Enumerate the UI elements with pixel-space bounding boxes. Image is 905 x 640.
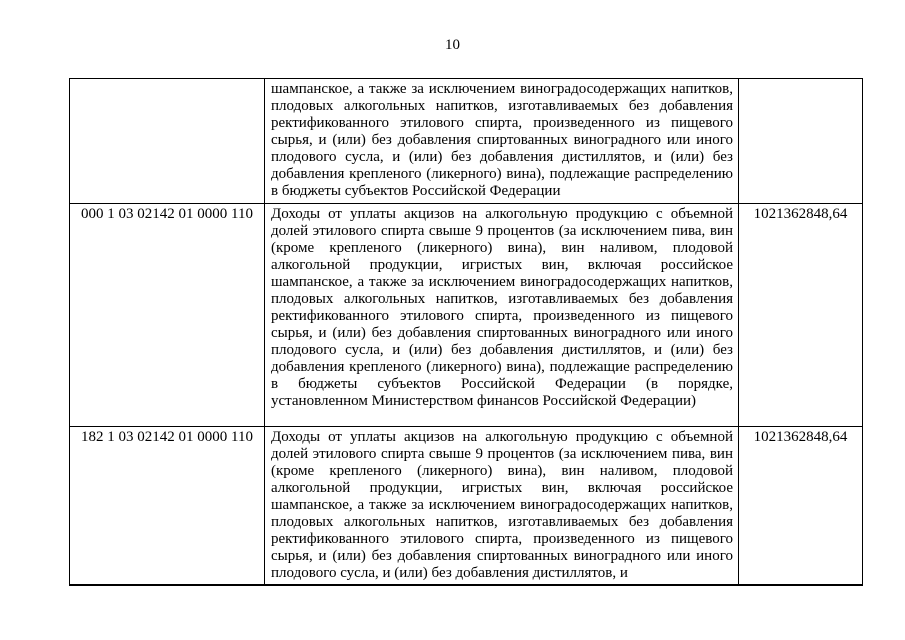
table-row-3-code-cell: 182 1 03 02142 01 0000 110 [70, 427, 265, 584]
table-row-3-description-cell: Доходы от уплаты акцизов на алкогольную продукцию с объемной долей этилового спирта свыше 9 процентов (за исключением пива, вин (кроме крепленого (ликерного) вина), вин наливом, плодовой алкогольной продукции, игристых вин, включая российское шампанское, а также за исключением виноградосодержащих напитков, плодовых алкогольных напитков, изготавливаемых без добавления ректификованного этилового спирта, произведенного из пищевого сырья, и (или) без добавления спиртованных виноградного или иного плодового сусла, и (или) без добавления дистиллятов, и [265, 427, 739, 584]
table-row-1-description-cell: шампанское, а также за исключением виноградосодержащих напитков, плодовых алкогольных напитков, изготавливаемых без добавления ректификованного этилового спирта, произведенного из пищевого сырья, и (или) без добавления спиртованных виноградного или иного плодового сусла, и (или) без добавления дистиллятов, и (или) без добавления крепленого (ликерного) вина), подлежащие распределению в бюджеты субъектов Российской Федерации [265, 79, 739, 204]
table-row-2-description-cell: Доходы от уплаты акцизов на алкогольную продукцию с объемной долей этилового спирта свыше 9 процентов (за исключением пива, вин (кроме крепленого (ликерного) вина), вин наливом, плодовой алкогольной продукции, игристых вин, включая российское шампанское, а также за исключением виноградосодержащих напитков, плодовых алкогольных напитков, изготавливаемых без добавления ректификованного этилового спирта, произведенного из пищевого сырья, и (или) без добавления спиртованных виноградного или иного плодового сусла, и (или) без добавления дистиллятов, и (или) без добавления крепленого (ликерного) вина), подлежащие распределению в бюджеты субъектов Российской Федерации (в порядке, установленном Министерством финансов Российской Федерации) [265, 204, 739, 427]
table-row-1-code-cell [70, 79, 265, 204]
table-row-2-code-cell: 000 1 03 02142 01 0000 110 [70, 204, 265, 427]
table-row-2-amount-cell: 1021362848,64 [739, 204, 862, 427]
table-row-1-amount-cell [739, 79, 862, 204]
page-number: 10 [445, 37, 460, 53]
budget-codes-table [69, 78, 863, 586]
table-row-3-amount-cell: 1021362848,64 [753, 429, 848, 445]
